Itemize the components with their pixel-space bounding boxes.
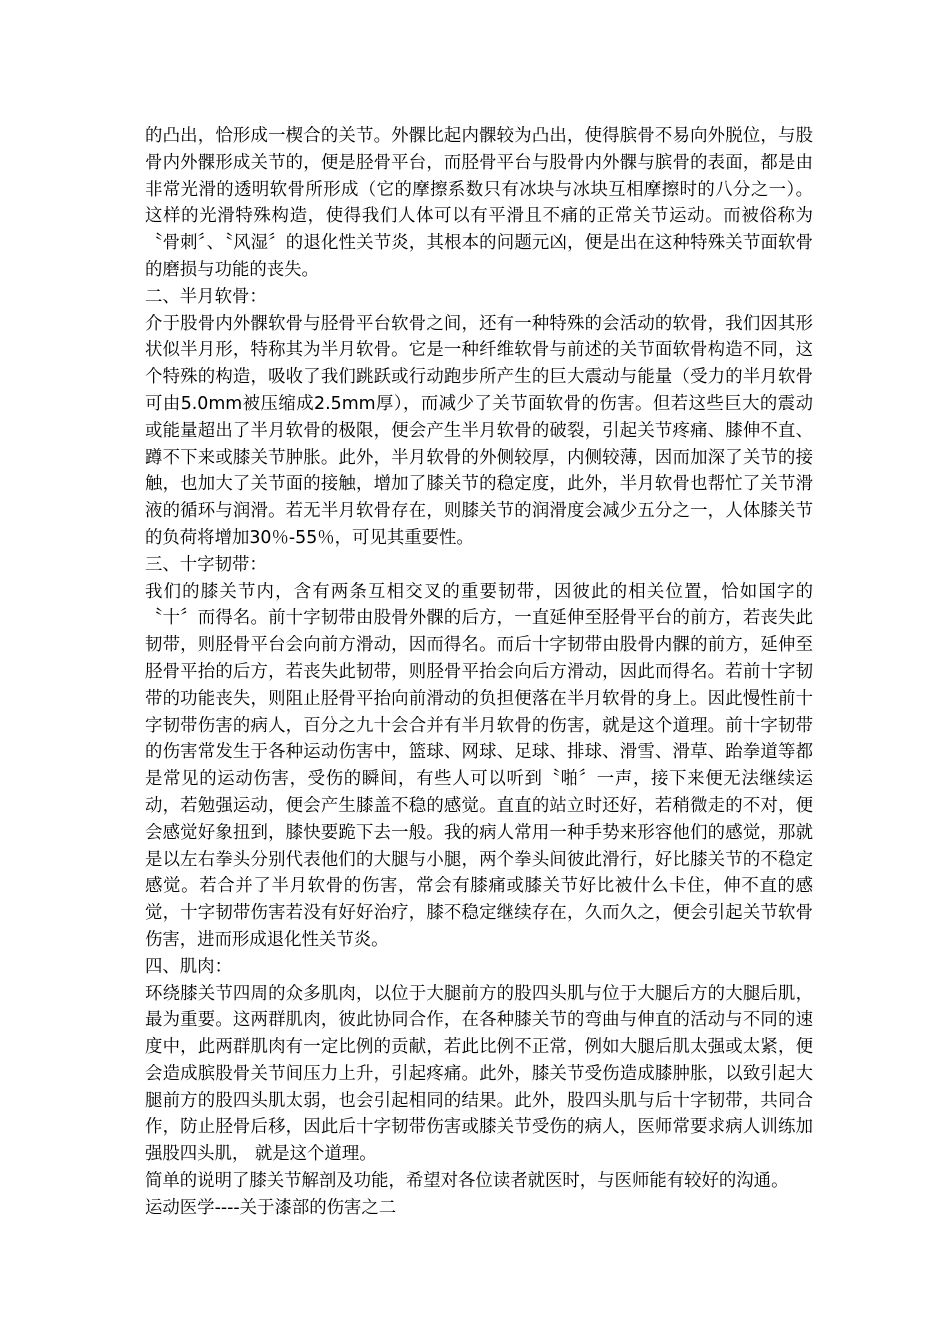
section-heading-muscles: 四、肌肉： <box>145 956 232 977</box>
next-article-title: 运动医学----关于漆部的伤害之二 <box>145 1197 397 1218</box>
paragraph-meniscus: 介于股骨内外髁软骨与胫骨平台软骨之间，还有一种特殊的会活动的软骨，我们因其形状似半月形，特称其为半月软骨。它是一种纤维软骨与前述的关节面软骨构造不同，这个特殊的构造，吸收了我们跳跃或行动跑步所产生的巨大震动与能量（受力的半月软骨可由5.0mm被压缩成2.5mm厚），而减少了关节面软骨的伤害。但若这些巨大的震动或能量超出了半月软骨的极限，便会产生半月软骨的破裂，引起关节疼痛、膝伸不直、蹲不下来或膝关节肿胀。此外，半月软骨的外侧较厚，内侧较薄，因而加深了关节的接触，也加大了关节面的接触，增加了膝关节的稳定度，此外，半月软骨也帮忙了关节滑液的循环与润滑。若无半月软骨存在，则膝关节的润滑度会减少五分之一，人体膝关节的负荷将增加30％-55％，可见其重要性。 <box>145 313 813 548</box>
section-heading-meniscus: 二、半月软骨： <box>145 286 267 307</box>
paragraph-muscles: 环绕膝关节四周的众多肌肉，以位于大腿前方的股四头肌与位于大腿后方的大腿后肌，最为重要。这两群肌肉，彼此协同合作，在各种膝关节的弯曲与伸直的活动与不同的速度中，此两群肌肉有一定比例的贡献，若此比例不正常，例如大腿后肌太强或太紧，便会造成膑股骨关节间压力上升，引起疼痛。此外，膝关节受伤造成膝肿胀，以致引起大腿前方的股四头肌太弱，也会引起相同的结果。此外，股四头肌与后十字韧带，共同合作，防止胫骨后移，因此后十字韧带伤害或膝关节受伤的病人，医师常要求病人训练加强股四头肌， 就是这个道理。 <box>145 983 813 1165</box>
paragraph-summary: 简单的说明了膝关节解剖及功能，希望对各位读者就医时，与医师能有较好的沟通。 <box>145 1171 789 1192</box>
paragraph-cruciate-ligament: 我们的膝关节内，含有两条互相交叉的重要韧带，因彼此的相关位置，恰如国字的〝十〞而得名。前十字韧带由股骨外髁的后方，一直延伸至胫骨平台的前方，若丧失此韧带，则胫骨平台会向前方滑动，因而得名。而后十字韧带由股骨内髁的前方，延伸至胫骨平抬的后方，若丧失此韧带，则胫骨平抬会向后方滑动，因此而得名。若前十字韧带的功能丧失，则阻止胫骨平抬向前滑动的负担便落在半月软骨的身上。因此慢性前十字韧带伤害的病人，百分之九十会合并有半月软骨的伤害，就是这个道理。前十字韧带的伤害常发生于各种运动伤害中，篮球、网球、足球、排球、滑雪、滑草、跆拳道等都是常见的运动伤害，受伤的瞬间，有些人可以听到〝啪〞一声，接下来便无法继续运动，若勉强运动，便会产生膝盖不稳的感觉。直直的站立时还好，若稍微走的不对，便会感觉好象扭到，膝快要跪下去一般。我的病人常用一种手势来形容他们的感觉，那就是以左右拳头分别代表他们的大腿与小腿，两个拳头间彼此滑行，好比膝关节的不稳定感觉。若合并了半月软骨的伤害，常会有膝痛或膝关节好比被什么卡住，伸不直的感觉，十字韧带伤害若没有好好治疗，膝不稳定继续存在，久而久之，便会引起关节软骨伤害，进而形成退化性关节炎。 <box>145 581 813 950</box>
document-body <box>145 123 813 1222</box>
section-heading-cruciate-ligament: 三、十字韧带： <box>145 554 267 575</box>
paragraph-articular-cartilage: 的凸出，恰形成一楔合的关节。外髁比起内髁较为凸出，使得膑骨不易向外脱位，与股骨内外髁形成关节的，便是胫骨平台，而胫骨平台与股骨内外髁与膑骨的表面，都是由非常光滑的透明软骨所形成（它的摩擦系数只有冰块与冰块互相摩擦时的八分之一）。这样的光滑特殊构造，使得我们人体可以有平滑且不痛的正常关节运动。而被俗称为〝骨刺〞、〝风湿〞的退化性关节炎，其根本的问题元凶，便是出在这种特殊关节面软骨的磨损与功能的丧失。 <box>145 126 813 280</box>
